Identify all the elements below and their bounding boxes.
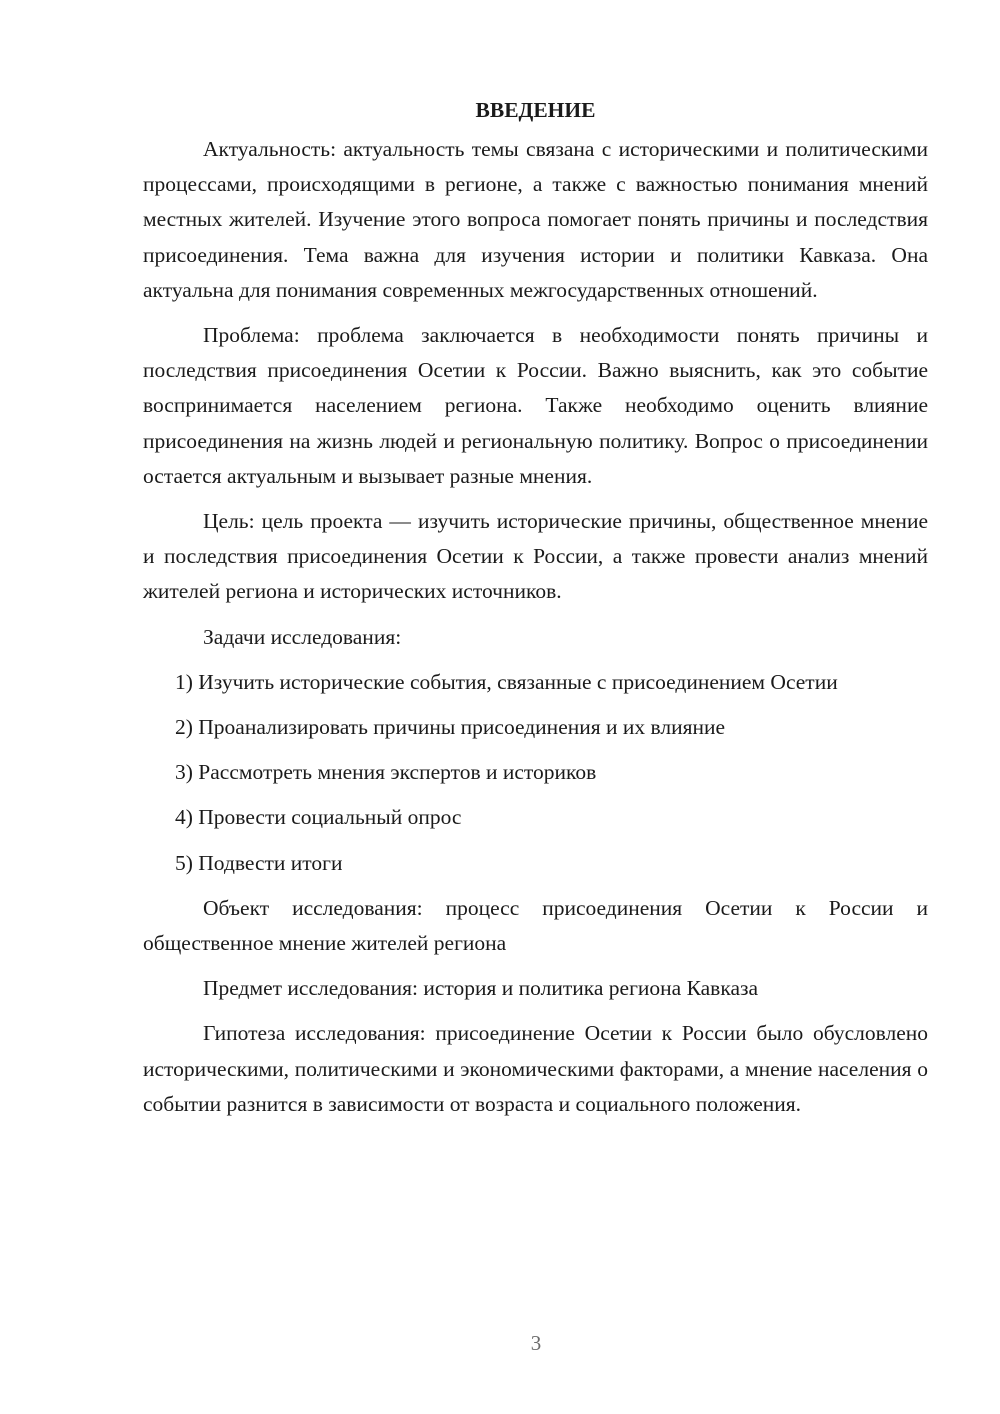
list-item: 5) Подвести итоги [175,850,343,875]
page-number: 3 [530,1331,542,1355]
paragraph-relevance: Актуальность: актуальность темы связана с историческими и политическими процессами, происходящими в регионе, а также с важностью понимания мнений местных жителей. Изучение этого вопроса помогает понять причины и последствия присоединения. Тема важна для изучения истории и политики Кавказа. Она актуальна для понимания современных межгосударственных отношений. [143,137,928,302]
list-item: 4) Провести социальный опрос [175,805,462,830]
page-title: ВВЕДЕНИЕ [475,98,596,122]
list-item: 2) Проанализировать причины присоединения и их влияние [175,715,726,740]
tasks-heading: Задачи исследования: [203,624,402,649]
paragraph-hypothesis: Гипотеза исследования: присоединение Осетии к России было обусловлено историческими, политическими и экономическими факторами, а мнение населения о событии разнится в зависимости от возраста и социального положения. [143,1021,928,1116]
paragraph-object: Объект исследования: процесс присоединения Осетии к России и общественное мнение жителей региона [143,895,928,956]
paragraph-subject: Предмет исследования: история и политика региона Кавказа [203,976,759,1001]
list-item: 1) Изучить исторические события, связанные с присоединением Осетии [175,669,838,694]
document-page [143,92,928,1132]
paragraph-problem: Проблема: проблема заключается в необходимости понять причины и последствия присоединения Осетии к России. Важно выяснить, как это событие воспринимается населением региона. Также необходимо оценить влияние присоединения на жизнь людей и региональную политику. Вопрос о присоединении остается актуальным и вызывает разные мнения. [143,323,928,488]
tasks-list [143,665,928,881]
paragraph-goal: Цель: цель проекта — изучить исторические причины, общественное мнение и последствия присоединения Осетии к России, а также провести анализ мнений жителей региона и исторических источников. [143,509,928,604]
list-item: 3) Рассмотреть мнения экспертов и историков [175,760,597,785]
